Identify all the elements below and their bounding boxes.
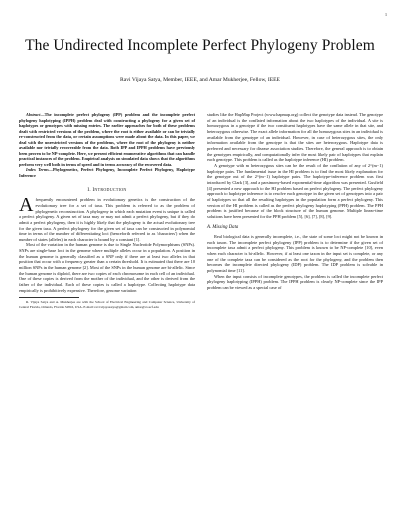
intro-paragraph-2: Most of the variation in the human genome is due to Single Nucleotide Polymorphisms (SNPs). SNPs are single-base loci in the genome where multiple alleles occur in a population. A position in the human genome is generally classified as a SNP only if there are at least two alleles in that position that occur with a frequency greater than a certain threshold. It is estimated that there are 10 million SNPs in the human genome [2]. Most of the SNPs in the human genome are bi-allelic. Since the human genome is diploid, there are two copies of each chromosome in each cell of an individual. One of these copies is derived from the mother of the individual, and the other is derived from the father of the individual. Each of these copies is called a haplotype. Collecting haplotype data empirically is prohibitively expensive. Therefore, genome variation (19, 242, 195, 293)
paper-title: The Undirected Incomplete Perfect Phylogeny Problem (25, 37, 375, 54)
left-column (19, 112, 195, 309)
intro-paragraph-3: studies like the HapMap Project (www.hapmap.org) collect the genotype data instead. The genotype of an individual is the conflated information about the two haplotypes of the individual. A site is homozygous in a genotype if the two constituent haplotypes have the same allele in that site, and heterozygous otherwise. The exact allele information for all the homozygous sites in an individual is available from the genotype of an individual. However, in case of heterozygous sites, the only information available from the genotype is that the sites are heterozygous. Haplotype data is preferred and necessary for disease association studies. Therefore, the general approach is to obtain the genotypes empirically, and computationally infer the most likely pair of haplotypes that explain each genotype. This problem is called as the haplotype inference (HI) problem. (207, 112, 383, 163)
missing-data-paragraph-1: Real biological data is generally incomplete, i.e., the state of some loci might not be known in each taxon. The incomplete perfect phylogeny (IPP) problem is to determine if the given set of incomplete taxa admit a perfect phylogeny. This problem is known to be NP-complete [10], even when each character is bi-allelic. However, if at least one taxon in the input set is complete, or any one of the complete taxa can be considered as the root for the phylogeny, and the problem then becomes the incomplete directed phylogeny (IDP) problem. The IDP problem is solvable in polynomial time [11]. (207, 234, 383, 274)
intro-paragraph-1-text: frequently encountered problem in evolutionary genetics is the construction of the evolutionary tree for a set of taxa. This problem is referred to as the problem of phylogenetic reconstruction. A phylogeny in which each mutation event is unique is called a perfect phylogeny. A given set of taxa may or may not admit a perfect phylogeny, but if they do admit a perfect phylogeny, then it is highly likely that the phylogeny is the actual evolutionary tree for the given taxa. A perfect phylogeny for the given set of taxa can be constructed in polynomial time in terms of the number of differentiating loci (henceforth referred to as 'characters') when the number of states (alleles) in each character is bound by a constant [1]. (19, 197, 195, 242)
abstract (19, 112, 195, 167)
author-footnote: R. Vijaya Satya and A. Mukherjee are with the School of Electrical Engineering and Computer Science, University of Central Florida, Orlando, Florida 32816, USA. E-mail: ravi.vijayasatya@gmail.com, amar@cs.ucf.edu (19, 300, 195, 309)
index-terms-text: —Phylogenetics, Perfect Phylogeny, Incomplete Perfect Phylogeny, Haplotype Inference (19, 167, 195, 179)
missing-data-paragraph-2: When the input consists of incomplete genotypes, the problem is called the incomplete perfect phylogeny haplotyping (IPPH) problem. The IPPH problem is clearly NP-complete since the IPP problem can be viewed as a special case of (207, 273, 383, 291)
abstract-text: —The incomplete perfect phylogeny (IPP) problem and the incomplete perfect phylogeny haplotyping (IPPH) problem deal with constructing a phylogeny for a given set of haplotypes or genotypes with missing entries. The earlier approaches for both of these problems dealt with restricted versions of the problem, where the root is either available or can be trivially re-constructed from the data, or certain assumptions were made about the data. In this paper, we deal with the unrestricted versions of the problems, where the root of the phylogeny is neither available nor trivially recoverable from the data. Both IPP and IPPH problems have previously been proven to be NP-complete. Here, we present efficient enumerative algorithms that can handle practical instances of the problem. Empirical analysis on simulated data shows that the algorithms perform very well both in terms of speed and in terms accuracy of the recovered data. (19, 112, 195, 167)
subsection-heading-missing-data: A. Missing Data (207, 225, 239, 231)
index-terms-lead: Index Terms (26, 167, 49, 173)
index-terms (19, 167, 195, 178)
footnote-divider (19, 297, 79, 298)
abstract-lead: Abstract (26, 112, 41, 117)
drop-cap: A (19, 194, 34, 217)
paper-authors: Ravi Vijaya Satya, Member, IEEE, and Amar Mukherjee, Fellow, IEEE (120, 77, 280, 83)
right-column (207, 112, 383, 291)
intro-paragraph-4: A genotype with m heterozygous sites can be the result of the conflation of any of 2^(m−1) haplotype pairs. The fundamental issue in the HI problem is to find the most likely explanation for the genotype out of the 2^(m−1) haplotype pairs. The haplotype-inference problem was first introduced by Clark [3], and a parsimony-based exponential-time algorithm was presented. Gusfield [4] presented a new approach to the HI problem based on perfect phylogeny. The perfect phylogeny approach to haplotype inference is to resolve each genotype in the given set of genotypes into a pair of haplotypes so that all the resulting haplotypes in the population form a perfect phylogeny. This version of the HI problem is called as the perfect phylogeny haplotyping (PPH) problem. The PPH problem is justified because of the block structure of the human genome. Multiple linear-time solutions have been presented for the PPH problem [5], [6], [7], [8], [9]. (207, 162, 383, 219)
section-heading-introduction: I. Introduction (87, 187, 127, 193)
page-number: 1 (385, 12, 387, 17)
intro-paragraph-1 (19, 194, 195, 242)
